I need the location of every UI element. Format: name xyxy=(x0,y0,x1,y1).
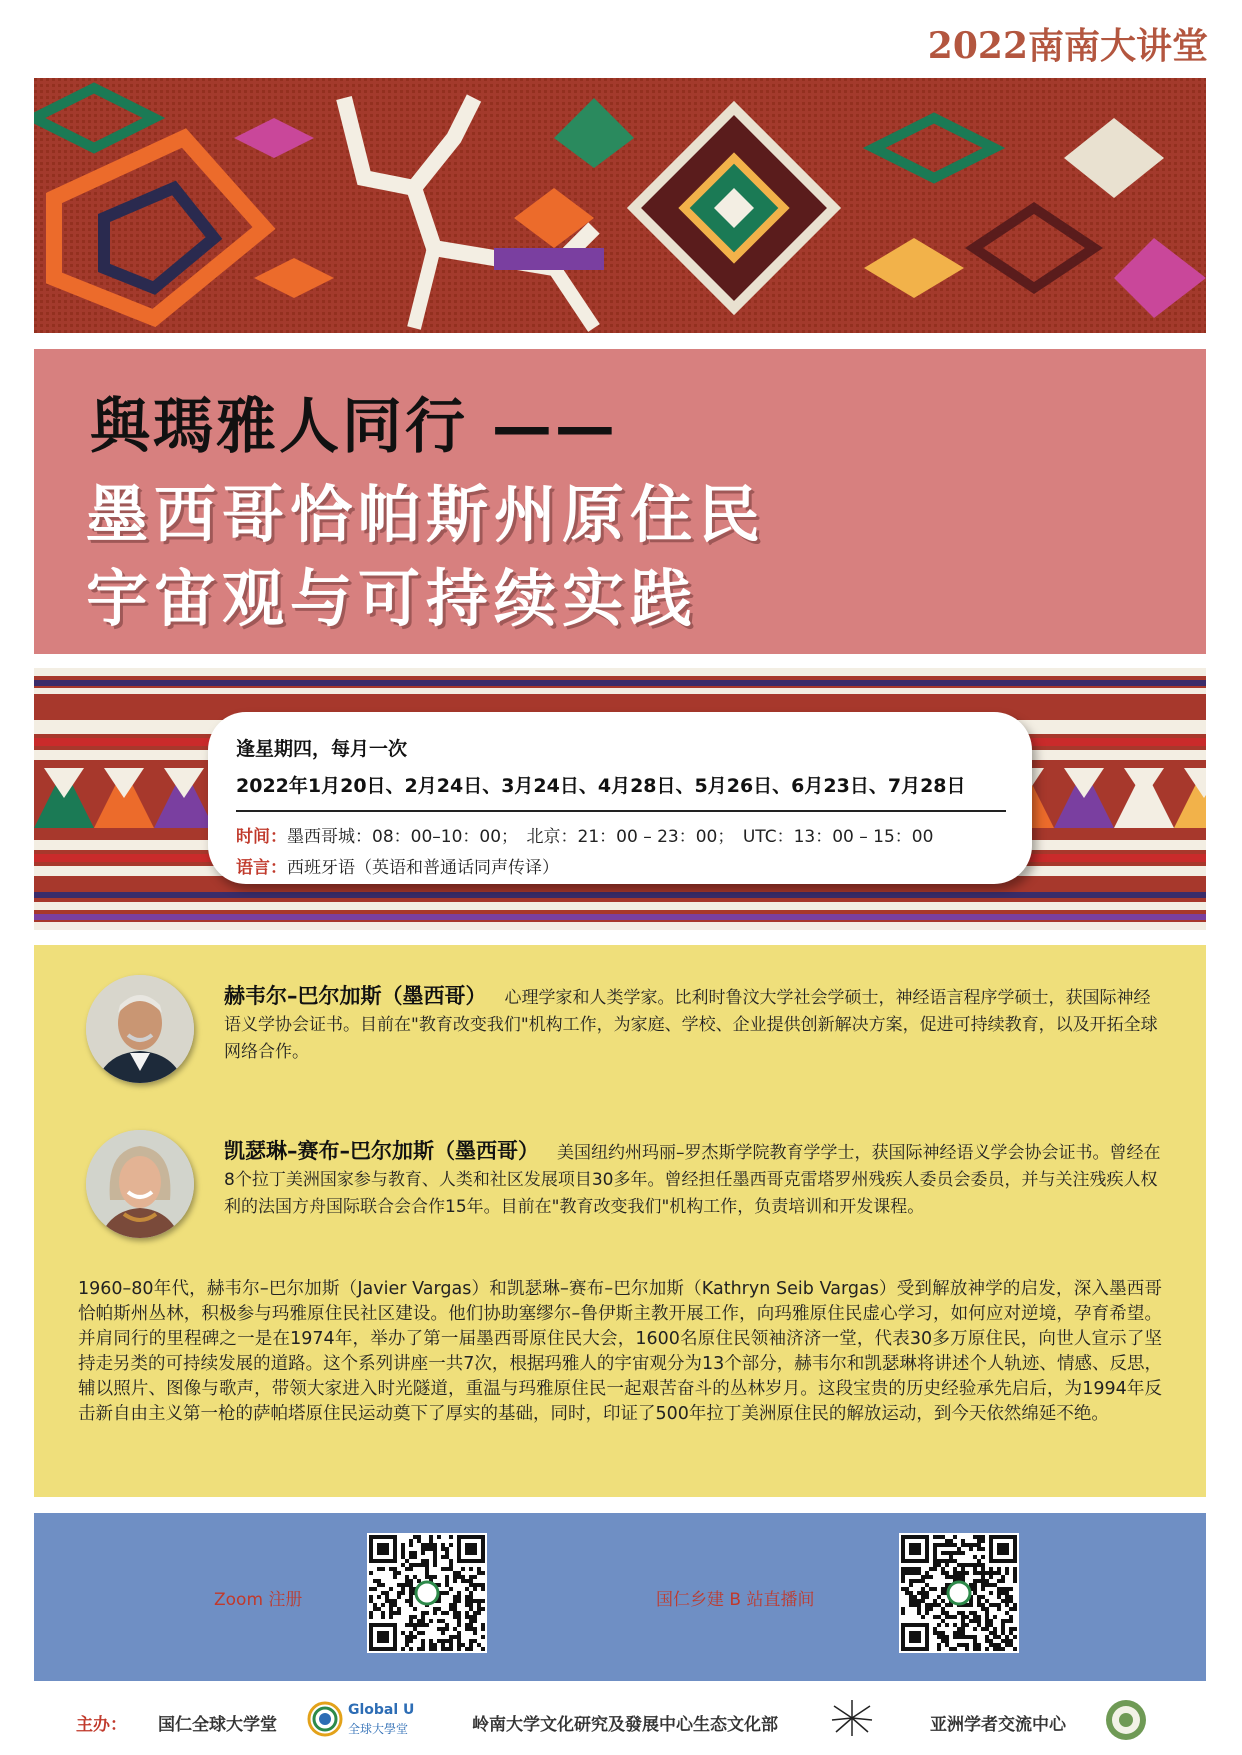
global-u-logo-subtext: 全球大學堂 xyxy=(348,1722,409,1736)
schedule-recurrence: 逢星期四，每月一次 xyxy=(236,738,408,760)
avatar xyxy=(86,1130,194,1238)
language-label: 语言： xyxy=(236,858,287,878)
schedule-time xyxy=(236,822,1006,847)
org-guoren: 国仁全球大学堂 xyxy=(158,1715,277,1735)
textile-banner-top xyxy=(34,78,1206,333)
bilibili-live-label: 国仁乡建 B 站直播间 xyxy=(656,1590,815,1610)
speaker-bio: 美国纽约州玛丽–罗杰斯学院教育学学士，获国际神经语义学会协会证书。曾经在8个拉丁美洲国家参与教育、人类和社区发展项目30多年。曾经担任墨西哥克雷塔罗州残疾人委员会委员，并与关注残疾人权利的法国方舟国际联合会合作15年。目前在"教育改变我们"机构工作，负责培训和开发课程。 xyxy=(224,1143,1161,1217)
intro-paragraph: 1960–80年代，赫韦尔–巴尔加斯（Javier Vargas）和凯瑟琳–赛布–巴尔加斯（Kathryn Seib Vargas）受到解放神学的启发，深入墨西哥恰帕斯州丛林，积极参与玛雅原住民社区建设。他们协助塞缪尔–鲁伊斯主教开展工作，向玛雅原住民虚心学习，如何应对逆境，孕育希望。并肩同行的里程碑之一是在1974年，举办了第一届墨西哥原住民大会，1600名原住民领袖济济一堂，代表30多万原住民，向世人宣示了坚持走另类的可持续发展的道路。这个系列讲座一共7次，根据玛雅人的宇宙观分为13个部分，赫韦尔和凯瑟琳将讲述个人轨迹、情感、反思，辅以照片、图像与歌声，带领大家进入时光隧道，重温与玛雅原住民一起艰苦奋斗的丛林岁月。这段宝贵的历史经验承先启后，为1994年反击新自由主义第一枪的萨帕塔原住民运动奠下了厚实的基础，同时，印证了500年拉丁美洲原住民的解放运动，到今天依然绵延不绝。 xyxy=(78,1279,1162,1424)
title-block xyxy=(34,349,1206,654)
schedule-language xyxy=(236,853,1006,878)
speakers-block xyxy=(34,945,1206,1497)
qr-block xyxy=(34,1513,1206,1681)
speaker-bio: 心理学家和人类学家。比利时鲁汶大学社会学硕士，神经语言程序学硕士，获国际神经语义学协会证书。目前在"教育改变我们"机构工作，为家庭、学校、企业提供创新解决方案，促进可持续教育，以及开拓全球网络合作。 xyxy=(224,988,1158,1062)
avatar xyxy=(86,975,194,1083)
title-line-3: 宇宙观与可持续实践 xyxy=(86,562,699,635)
series-title: 2022南南大讲堂 xyxy=(927,25,1208,67)
org-asia-scholars: 亚洲学者交流中心 xyxy=(930,1715,1066,1735)
time-label: 时间： xyxy=(236,827,287,847)
speaker-name: 凯瑟琳–赛布–巴尔加斯（墨西哥） xyxy=(224,1139,539,1163)
time-value: 墨西哥城：08：00–10：00； 北京：21：00 – 23：00； UTC：13：00 – 15：00 xyxy=(287,827,934,847)
footer-organizers xyxy=(0,1692,1242,1752)
zoom-qr-code[interactable] xyxy=(367,1533,487,1653)
bilibili-qr-code[interactable] xyxy=(899,1533,1019,1653)
asia-center-logo xyxy=(1104,1698,1148,1742)
global-u-logo-text: Global U xyxy=(348,1702,415,1718)
language-value: 西班牙语（英语和普通话同声传译） xyxy=(287,858,559,878)
global-u-logo xyxy=(306,1700,426,1740)
schedule-card xyxy=(208,712,1032,884)
lingnan-logo xyxy=(830,1696,874,1744)
host-label: 主办： xyxy=(76,1715,127,1735)
org-lingnan: 岭南大学文化研究及發展中心生态文化部 xyxy=(472,1715,778,1735)
title-line-2: 墨西哥恰帕斯州原住民 xyxy=(86,478,767,551)
zoom-register-label: Zoom 注册 xyxy=(214,1590,303,1610)
title-line-1: 與瑪雅人同行 —— xyxy=(90,392,618,462)
speaker-name: 赫韦尔–巴尔加斯（墨西哥） xyxy=(224,984,487,1008)
schedule-dates: 2022年1月20日、2月24日、3月24日、4月28日、5月26日、6月23日、7月28日 xyxy=(236,771,1006,812)
